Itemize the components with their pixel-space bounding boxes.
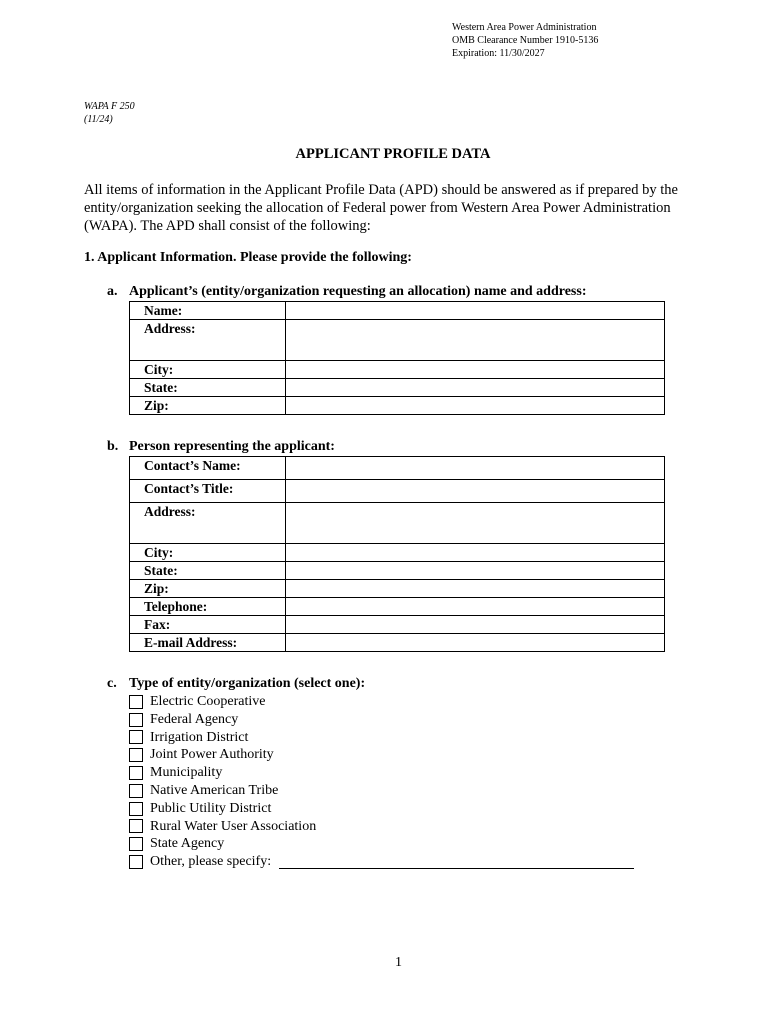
- applicant-address-field[interactable]: [286, 320, 665, 361]
- contact-email-field[interactable]: [286, 634, 665, 652]
- table-row: [130, 562, 665, 580]
- federal-agency-checkbox[interactable]: [129, 713, 143, 727]
- option-label: Federal Agency: [150, 711, 239, 727]
- table-row: [130, 480, 665, 503]
- part-c-letter: c.: [107, 676, 117, 691]
- part-b-heading: [107, 439, 335, 455]
- contact-zip-label: Zip:: [130, 580, 286, 598]
- intro-paragraph: All items of information in the Applicant Profile Data (APD) should be answered as if prepared by the entity/organization seeking the allocation of Federal power from Western Area Power Administration (WAPA). The APD shall consist of the following:: [84, 182, 678, 234]
- table-row: [130, 598, 665, 616]
- list-item: [129, 835, 634, 853]
- rural-water-user-association-checkbox[interactable]: [129, 819, 143, 833]
- form-number: WAPA F 250: [84, 101, 135, 112]
- table-row: [130, 302, 665, 320]
- other-checkbox[interactable]: [129, 855, 143, 869]
- part-c-heading-text: Type of entity/organization (select one):: [129, 676, 366, 691]
- contact-fax-label: Fax:: [130, 616, 286, 634]
- irrigation-district-checkbox[interactable]: [129, 730, 143, 744]
- applicant-address-label: Address:: [130, 320, 286, 361]
- option-label: Other, please specify:: [150, 854, 272, 870]
- table-row: [130, 634, 665, 652]
- page-title: APPLICANT PROFILE DATA: [295, 146, 491, 162]
- applicant-city-label: City:: [130, 361, 286, 379]
- applicant-zip-field[interactable]: [286, 397, 665, 415]
- contact-address-field[interactable]: [286, 503, 665, 544]
- option-label: Rural Water User Association: [150, 818, 317, 834]
- omb-header: [452, 21, 598, 60]
- list-item: [129, 853, 634, 871]
- municipality-checkbox[interactable]: [129, 766, 143, 780]
- contact-zip-field[interactable]: [286, 580, 665, 598]
- contact-city-field[interactable]: [286, 544, 665, 562]
- contact-fax-field[interactable]: [286, 616, 665, 634]
- contact-name-field[interactable]: [286, 457, 665, 480]
- joint-power-authority-checkbox[interactable]: [129, 748, 143, 762]
- list-item: [129, 711, 634, 729]
- representative-table: [129, 456, 665, 652]
- part-b-heading-text: Person representing the applicant:: [129, 439, 335, 454]
- list-item: [129, 818, 634, 836]
- applicant-name-field[interactable]: [286, 302, 665, 320]
- contact-telephone-label: Telephone:: [130, 598, 286, 616]
- list-item: [129, 693, 634, 711]
- applicant-zip-label: Zip:: [130, 397, 286, 415]
- public-utility-district-checkbox[interactable]: [129, 802, 143, 816]
- list-item: [129, 746, 634, 764]
- option-label: Native American Tribe: [150, 782, 279, 798]
- agency-name: Western Area Power Administration: [452, 22, 597, 33]
- part-a-heading: [107, 284, 587, 300]
- list-item: [129, 729, 634, 747]
- omb-clearance: OMB Clearance Number 1910-5136: [452, 35, 599, 46]
- contact-name-label: Contact’s Name:: [130, 457, 286, 480]
- applicant-state-field[interactable]: [286, 379, 665, 397]
- contact-state-label: State:: [130, 562, 286, 580]
- option-label: Municipality: [150, 765, 223, 781]
- option-label: Electric Cooperative: [150, 694, 266, 709]
- native-american-tribe-checkbox[interactable]: [129, 784, 143, 798]
- applicant-city-field[interactable]: [286, 361, 665, 379]
- part-a-heading-text: Applicant’s (entity/organization requesting an allocation) name and address:: [129, 284, 587, 299]
- applicant-state-label: State:: [130, 379, 286, 397]
- list-item: [129, 800, 634, 818]
- option-label: State Agency: [150, 836, 225, 852]
- contact-state-field[interactable]: [286, 562, 665, 580]
- entity-type-checklist: [129, 693, 634, 871]
- table-row: [130, 580, 665, 598]
- form-identifier: [84, 100, 135, 126]
- list-item: [129, 782, 634, 800]
- contact-telephone-field[interactable]: [286, 598, 665, 616]
- contact-title-label: Contact’s Title:: [130, 480, 286, 503]
- state-agency-checkbox[interactable]: [129, 837, 143, 851]
- other-specify-field[interactable]: [279, 855, 634, 869]
- table-row: [130, 616, 665, 634]
- table-row: [130, 503, 665, 544]
- contact-address-label: Address:: [130, 503, 286, 544]
- electric-cooperative-checkbox[interactable]: [129, 695, 143, 709]
- table-row: [130, 457, 665, 480]
- part-a-letter: a.: [107, 284, 118, 299]
- form-revision: (11/24): [84, 114, 113, 125]
- contact-email-label: E-mail Address:: [130, 634, 286, 652]
- option-label: Joint Power Authority: [150, 747, 274, 763]
- page-number: 1: [395, 955, 402, 970]
- contact-city-label: City:: [130, 544, 286, 562]
- expiration-date: Expiration: 11/30/2027: [452, 48, 545, 59]
- applicant-name-label: Name:: [130, 302, 286, 320]
- table-row: [130, 544, 665, 562]
- table-row: [130, 320, 665, 361]
- list-item: [129, 764, 634, 782]
- part-c-heading: [107, 676, 365, 692]
- table-row: [130, 361, 665, 379]
- table-row: [130, 397, 665, 415]
- section-1-heading: 1. Applicant Information. Please provide the following:: [84, 250, 412, 265]
- part-b-letter: b.: [107, 439, 119, 454]
- option-label: Public Utility District: [150, 800, 272, 816]
- contact-title-field[interactable]: [286, 480, 665, 503]
- table-row: [130, 379, 665, 397]
- applicant-address-table: [129, 301, 665, 415]
- option-label: Irrigation District: [150, 729, 249, 745]
